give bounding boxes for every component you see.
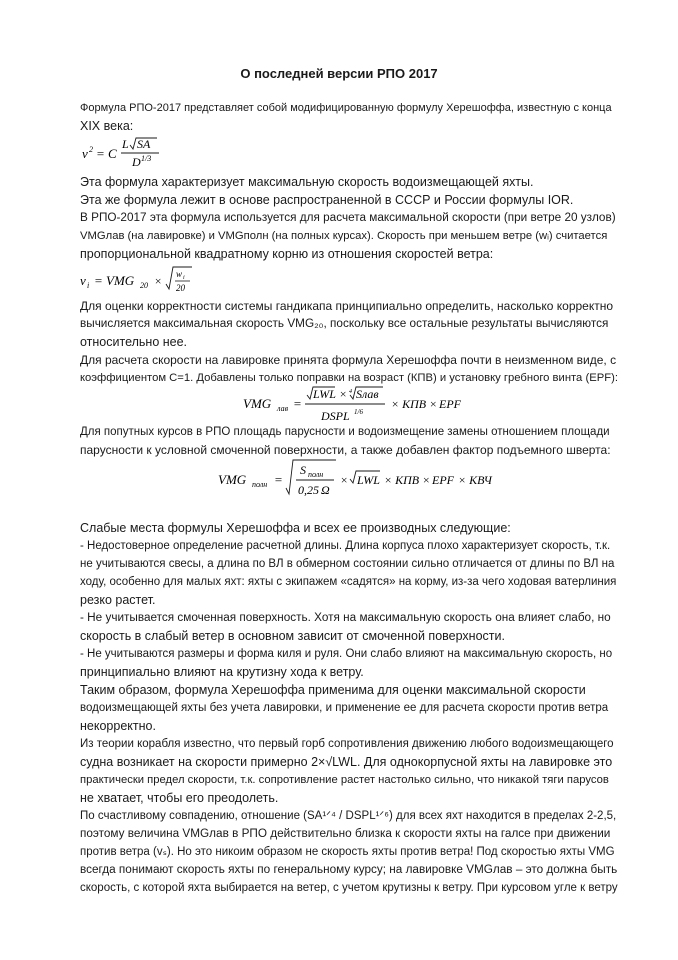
svg-text:полн: полн	[252, 480, 268, 489]
text-line: - Не учитывается смоченная поверхность. Хотя на максимальную скорость она влияет слабо, но	[80, 611, 611, 624]
text-line: пропорциональной квадратному корню из отношения скоростей ветра:	[80, 247, 494, 261]
svg-text:LWL: LWL	[313, 387, 336, 401]
svg-text:Ω: Ω	[321, 483, 330, 497]
svg-text:×: ×	[340, 473, 349, 487]
text-line: В РПО-2017 эта формула используется для расчета максимальной скорости (при ветре 20 узлов)	[80, 211, 616, 224]
text-line: вычисляется максимальная скорость VMG₂₀, поскольку все остальные результаты вычисляются	[80, 317, 609, 330]
svg-text:L: L	[122, 137, 129, 151]
text-line: Формула РПО-2017 представляет собой модифицированную формулу Херешоффа, известную с конца	[80, 102, 612, 114]
text-line: против ветра (vₛ). Но это никоим образом не скорость яхты против ветра! Под скоростью яхты VMG	[80, 846, 615, 858]
text-line: Слабые места формулы Херешоффа и всех ее производных следующие:	[80, 521, 511, 535]
text-line: - Недостоверное определение расчетной длины. Длина корпуса плохо характеризует скорость, т.к.	[80, 540, 611, 552]
svg-text:DSPL: DSPL	[321, 409, 350, 423]
formula-vmg-wind	[80, 265, 230, 301]
text-line: VMGлав (на лавировке) и VMGполн (на полных курсах). Скорость при меньшем ветре (wᵢ) считается	[80, 230, 608, 242]
text-line: относительно нее.	[80, 335, 188, 349]
text-line: резко растет.	[80, 593, 156, 607]
text-line: некорректно.	[80, 719, 156, 733]
formula-heresshoff	[82, 136, 192, 174]
text-line: поэтому величина VMGлав в РПО действительно близка к скорости яхты на галсе при движении	[80, 827, 611, 840]
text-line: водоизмещающей яхты без учета лавировки, и применение ее для расчета скорости против ветра	[80, 702, 609, 714]
svg-text:20: 20	[140, 281, 148, 290]
text-line: не хватает, чтобы его преодолеть.	[80, 791, 279, 805]
svg-text:VMG: VMG	[106, 273, 135, 288]
text-line: принципиально влияют на крутизну хода к ветру.	[80, 665, 364, 679]
svg-text:лав: лав	[277, 404, 289, 413]
document-title: О последней версии РПО 2017	[240, 66, 438, 81]
svg-text:v: v	[82, 146, 88, 161]
svg-text:20: 20	[176, 283, 185, 293]
svg-text:w: w	[176, 269, 183, 279]
text-line: Для попутных курсов в РПО площадь парусности и водоизмещение замены отношением площади	[80, 426, 610, 438]
text-line: всегда понимают скорость яхты по генеральному курсу; на лавировке VMGлав – это должна быть	[80, 863, 618, 876]
svg-text:LWL: LWL	[357, 473, 380, 487]
text-line: Эта же формула лежит в основе распространенной в СССР и России формулы IOR.	[80, 193, 574, 207]
svg-text:1/3: 1/3	[141, 154, 152, 163]
svg-text:0,25: 0,25	[298, 483, 319, 497]
svg-text:=: =	[274, 472, 283, 487]
text-line: - Не учитываются размеры и форма киля и руля. Они слабо влияют на максимальную скорость, но	[80, 648, 613, 660]
svg-text:EPF: EPF	[439, 397, 461, 411]
text-line: Эта формула характеризует максимальную скорость водоизмещающей яхты.	[80, 175, 534, 189]
text-line: парусности к условной смоченной поверхности, а также добавлен фактор подъемного шверта:	[80, 443, 611, 457]
svg-text:C: C	[108, 146, 117, 161]
svg-text:EPF: EPF	[432, 473, 454, 487]
svg-text:4: 4	[349, 389, 352, 395]
svg-text:i: i	[183, 275, 185, 281]
svg-text:VMG: VMG	[243, 396, 272, 411]
svg-text:×: ×	[339, 387, 348, 401]
text-line: не учитываются свесы, а длина по ВЛ в обмерном состоянии сильно отличается от длины по ВЛ на	[80, 558, 615, 570]
svg-text:=: =	[96, 146, 105, 161]
text-line: По счастливому совпадению, отношение (SA¹ᐟ⁴ / DSPL¹ᐟ⁶) для всех яхт находится в пределах 2-2,5,	[80, 810, 617, 822]
text-line: XIX века:	[80, 119, 134, 133]
svg-text:v: v	[80, 273, 86, 288]
svg-text:i: i	[87, 281, 90, 290]
svg-text:D: D	[132, 155, 141, 169]
text-line: Для расчета скорости на лавировке принята формула Херешоффа почти в неизменном виде, с	[80, 353, 617, 367]
text-line: практически предел скорости, т.к. сопротивление растет настолько сильно, что никакой тяги парусов	[80, 774, 609, 786]
svg-text:× КПВ ×: × КПВ ×	[391, 397, 438, 411]
svg-text:1/6: 1/6	[354, 408, 363, 416]
svg-text:2: 2	[89, 145, 93, 154]
svg-text:× КВЧ: × КВЧ	[458, 473, 492, 487]
svg-text:VMG: VMG	[218, 472, 247, 487]
formula-vmg-beat	[243, 384, 473, 428]
svg-text:полн: полн	[308, 470, 324, 479]
svg-text:×: ×	[154, 274, 163, 288]
svg-text:× КПВ ×: × КПВ ×	[384, 473, 431, 487]
svg-text:=: =	[293, 396, 302, 411]
svg-text:=: =	[94, 273, 103, 288]
svg-text:Sлав: Sлав	[356, 387, 379, 401]
formula-vmg-run	[218, 458, 508, 508]
text-line: Таким образом, формула Херешоффа применима для оценки максимальной скорости	[80, 683, 586, 697]
text-line: скорость в слабый ветер в основном зависит от смоченной поверхности.	[80, 629, 505, 643]
svg-text:S: S	[300, 463, 306, 477]
svg-text:SA: SA	[137, 137, 151, 151]
text-line: ходу, особенно для малых яхт: яхты с экипажем «садятся» на корму, из-за чего ходовая ватерлиния	[80, 576, 617, 588]
text-line: судна возникает на скорости примерно 2×√LWL. Для однокорпусной яхты на лавировке это	[80, 755, 613, 769]
text-line: скорость, с которой яхта выбирается на ветер, с учетом крутизны к ветру. При курсовом угле к ветру	[80, 882, 618, 894]
text-line: коэффициентом C=1. Добавлены только поправки на возраст (КПВ) и установку гребного винта (EPF):	[80, 372, 618, 384]
text-line: Для оценки корректности системы гандикапа принципиально определить, насколько корректно	[80, 299, 614, 313]
text-line: Из теории корабля известно, что первый горб сопротивления движению любого водоизмещающего	[80, 738, 614, 750]
